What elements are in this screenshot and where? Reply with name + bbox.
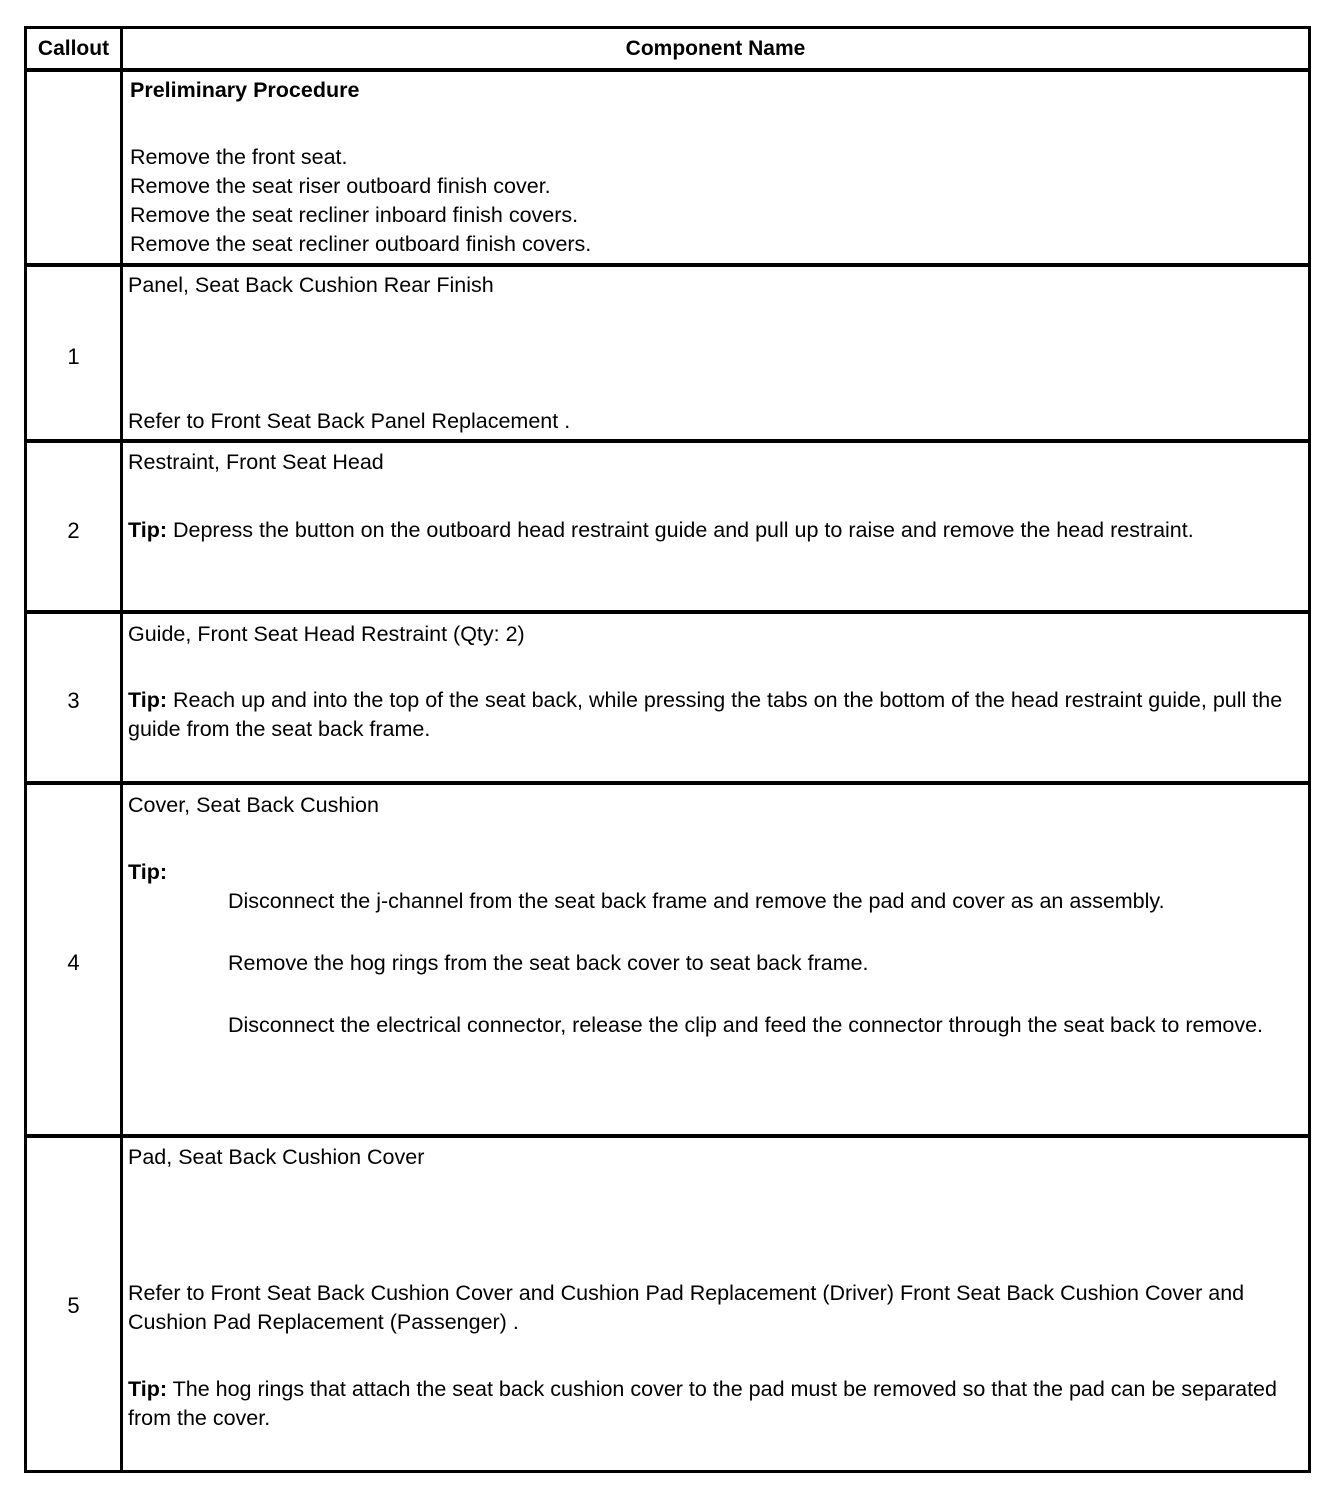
callout-number: 3 [67, 688, 80, 713]
tip-item: Remove the hog rings from the seat back cover to seat back frame. [228, 951, 869, 975]
callout-number: 2 [67, 518, 80, 543]
component-name: Cover, Seat Back Cushion [128, 793, 379, 817]
preliminary-title: Preliminary Procedure [130, 78, 360, 102]
row-2-content [128, 448, 1302, 545]
row-1-content [128, 271, 1302, 300]
row-1-refer [128, 407, 1302, 436]
component-name: Guide, Front Seat Head Restraint (Qty: 2) [128, 622, 525, 646]
component-name: Panel, Seat Back Cushion Rear Finish [128, 273, 494, 297]
row-divider [27, 1134, 1308, 1138]
header-component-name: Component Name [625, 37, 806, 60]
row-5-content [128, 1143, 1302, 1172]
preliminary-step: Remove the seat riser outboard finish cover. [130, 174, 551, 198]
preliminary-procedure [130, 76, 1302, 259]
row-5-details [128, 1279, 1302, 1433]
row-4-content [128, 791, 1302, 1040]
header-callout: Callout [37, 37, 110, 60]
callout-number: 4 [67, 950, 80, 975]
row-divider [27, 781, 1308, 785]
procedure-table [24, 26, 1311, 1473]
callout-number: 1 [67, 344, 80, 369]
tip-text: Tip: Reach up and into the top of the seat back, while pressing the tabs on the bottom of the head restraint guide, pull the guide from the seat back frame. [128, 688, 1283, 741]
preliminary-step: Remove the seat recliner inboard finish covers. [130, 203, 579, 227]
tip-item: Disconnect the j-channel from the seat back frame and remove the pad and cover as an assembly. [228, 889, 1165, 913]
preliminary-step: Remove the seat recliner outboard finish covers. [130, 232, 592, 256]
component-name: Restraint, Front Seat Head [128, 450, 384, 474]
callout-number: 5 [67, 1293, 80, 1318]
column-divider [120, 29, 123, 1470]
row-divider [27, 263, 1308, 267]
refer-text: Refer to Front Seat Back Cushion Cover and Cushion Pad Replacement (Driver) Front Seat Back Cushion Cover and Cushion Pad Replacement (Passenger) . [128, 1281, 1245, 1334]
tip-label: Tip: [128, 688, 168, 712]
component-name: Pad, Seat Back Cushion Cover [128, 1145, 425, 1169]
tip-label: Tip: [128, 860, 168, 884]
row-divider [27, 610, 1308, 614]
tip-text: Tip: The hog rings that attach the seat back cushion cover to the pad must be removed so that the pad can be separated from the cover. [128, 1377, 1277, 1430]
tip-text: Tip: Depress the button on the outboard head restraint guide and pull up to raise and remove the head restraint. [128, 518, 1194, 542]
tip-label: Tip: [128, 518, 168, 542]
tip-item: Disconnect the electrical connector, release the clip and feed the connector through the seat back to remove. [228, 1013, 1264, 1037]
row-3-content [128, 620, 1302, 744]
preliminary-step: Remove the front seat. [130, 145, 348, 169]
refer-text: Refer to Front Seat Back Panel Replacement . [128, 409, 571, 433]
row-divider [27, 439, 1308, 443]
header-divider [27, 68, 1308, 72]
tip-label: Tip: [128, 1377, 168, 1401]
